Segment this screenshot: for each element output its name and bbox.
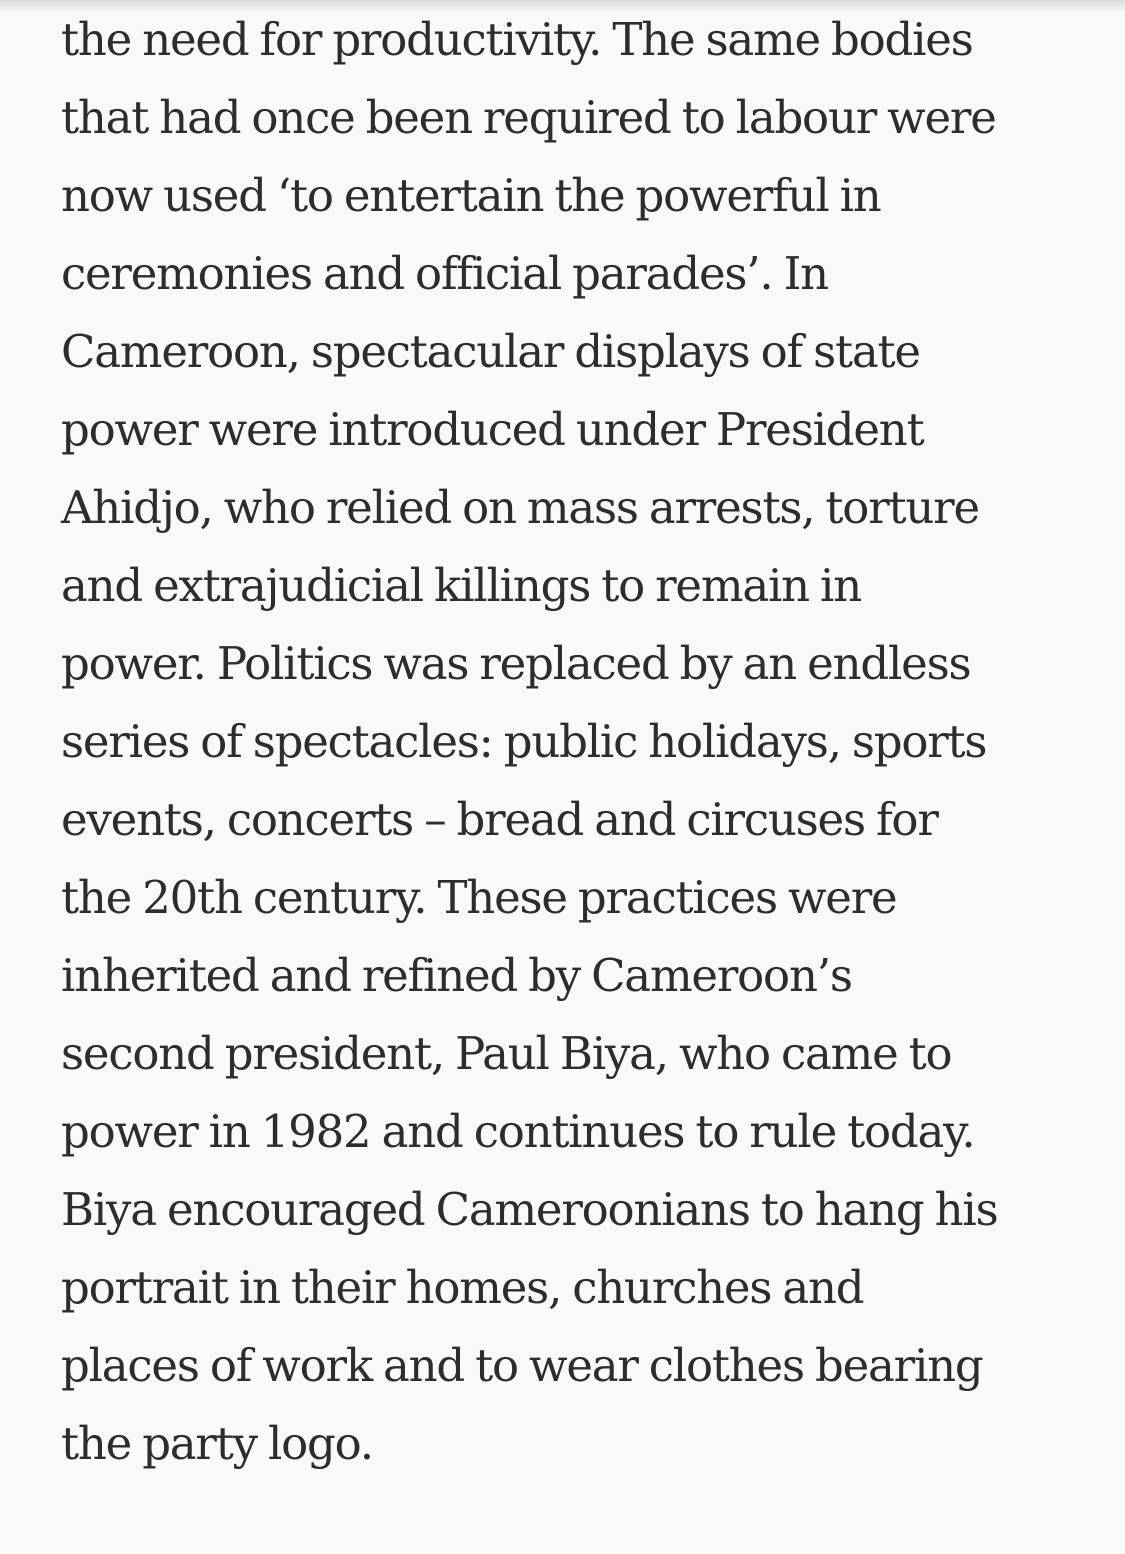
text-line: power. Politics was replaced by an endless <box>61 637 971 690</box>
text-line: the 20th century. These practices were <box>61 871 897 924</box>
article-body <box>61 1 1081 1483</box>
text-line: ceremonies and official parades’. In <box>61 247 828 300</box>
text-line: and extrajudicial killings to remain in <box>61 559 862 612</box>
text-line: events, concerts – bread and circuses for <box>61 793 938 846</box>
text-line: power were introduced under President <box>61 403 924 456</box>
text-line: the party logo. <box>61 1417 373 1470</box>
text-line: power in 1982 and continues to rule today. <box>61 1105 975 1158</box>
text-line: Ahidjo, who relied on mass arrests, torture <box>61 481 979 534</box>
text-line: Cameroon, spectacular displays of state <box>61 325 920 378</box>
text-line: Biya encouraged Cameroonians to hang his <box>61 1183 998 1236</box>
text-line: the need for productivity. The same bodies <box>61 13 973 66</box>
text-line: second president, Paul Biya, who came to <box>61 1027 952 1080</box>
text-line: inherited and refined by Cameroon’s <box>61 949 852 1002</box>
text-line: that had once been required to labour were <box>61 91 996 144</box>
text-line: portrait in their homes, churches and <box>61 1261 864 1314</box>
text-line: now used ‘to entertain the powerful in <box>61 169 881 222</box>
text-line: places of work and to wear clothes bearing <box>61 1339 983 1392</box>
text-line: series of spectacles: public holidays, sports <box>61 715 987 768</box>
